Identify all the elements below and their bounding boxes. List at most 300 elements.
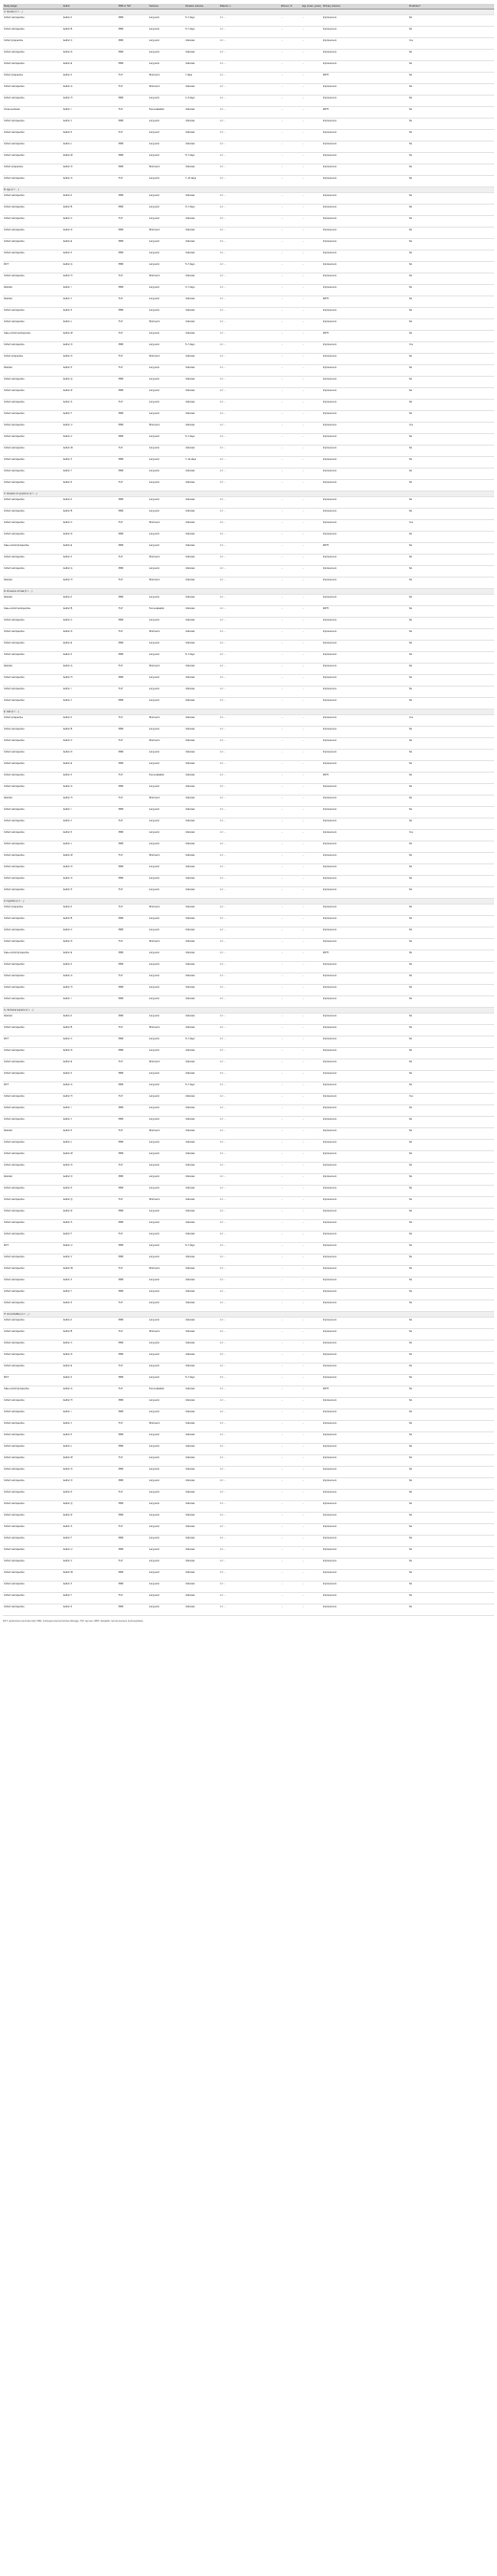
table-cell: Improvement <box>322 738 408 750</box>
table-cell: … <box>280 1059 301 1071</box>
table-cell: No <box>408 1329 494 1341</box>
table-cell: Unknown <box>184 142 219 153</box>
table-cell: Author G <box>62 1082 118 1094</box>
table-cell: … <box>280 61 301 73</box>
table-cell: Long-term <box>148 239 184 251</box>
table-cell: Cohort retrospective <box>3 1513 62 1524</box>
table-cell: Unknown <box>184 119 219 130</box>
table-row <box>3 1582 494 1593</box>
table-cell: n = … <box>219 1048 280 1059</box>
table-cell: Cohort retrospective <box>3 773 62 784</box>
table-cell: No <box>408 1421 494 1432</box>
table-cell: … <box>301 38 322 50</box>
table-cell: n = … <box>219 853 280 864</box>
table-cell: No <box>408 1318 494 1329</box>
table-cell: … <box>280 176 301 187</box>
table-cell: TLP <box>118 1059 148 1071</box>
table-row <box>3 251 494 262</box>
table-cell: n = … <box>219 1364 280 1375</box>
table-cell: TLP <box>118 354 148 365</box>
table-cell: No <box>408 652 494 664</box>
table-cell: Yes <box>408 1094 494 1105</box>
table-cell: Unknown <box>184 1341 219 1352</box>
table-cell: PRR <box>118 1501 148 1513</box>
table-row <box>3 1220 494 1232</box>
table-cell: No <box>408 1386 494 1398</box>
table-cell: Case-control prospective <box>3 950 62 962</box>
table-cell: … <box>301 1536 322 1547</box>
table-cell: Long-term <box>148 251 184 262</box>
table-cell: iNPH <box>322 296 408 308</box>
table-cell: PRR <box>118 423 148 434</box>
table-cell: n = … <box>219 555 280 566</box>
column-header: Outcome <box>148 4 184 10</box>
table-cell: Unknown <box>184 629 219 641</box>
table-cell: Cohort prospective <box>3 715 62 727</box>
table-cell: Unknown <box>184 1536 219 1547</box>
table-cell: n = … <box>219 193 280 205</box>
table-cell: 5–7 days <box>184 15 219 27</box>
table-cell: n = … <box>219 595 280 606</box>
table-cell: … <box>301 1140 322 1151</box>
table-cell: No <box>408 1163 494 1174</box>
table-cell: Improvement <box>322 864 408 876</box>
table-cell: Improvement <box>322 841 408 853</box>
table-cell: 5–7 days <box>184 153 219 164</box>
table-cell: Improvement <box>322 1082 408 1094</box>
table-cell: Long-term <box>148 1605 184 1616</box>
table-cell: PRR <box>118 1513 148 1524</box>
table-cell: Improvement <box>322 469 408 480</box>
table-cell: Author H <box>62 985 118 996</box>
table-cell: … <box>280 1255 301 1266</box>
table-cell: No <box>408 296 494 308</box>
table-cell: Improvement <box>322 830 408 841</box>
table-cell: Cohort retrospective <box>3 819 62 830</box>
table-cell: Improvement <box>322 509 408 520</box>
table-cell: Author G <box>62 1386 118 1398</box>
table-row <box>3 142 494 153</box>
table-cell: No <box>408 595 494 606</box>
table-cell: No <box>408 1082 494 1094</box>
table-cell: Improvement <box>322 1582 408 1593</box>
table-cell: Unknown <box>184 985 219 996</box>
table-row <box>3 687 494 698</box>
table-cell: … <box>280 1082 301 1094</box>
table-cell: Author S <box>62 1220 118 1232</box>
table-cell: Author F <box>62 1071 118 1082</box>
table-cell: … <box>280 796 301 807</box>
table-cell: n = … <box>219 1318 280 1329</box>
table-cell: … <box>301 377 322 388</box>
table-cell: Long-term <box>148 1163 184 1174</box>
table-cell: … <box>280 1547 301 1559</box>
table-cell: … <box>280 130 301 142</box>
table-cell: … <box>301 1559 322 1570</box>
table-cell: Long-term <box>148 50 184 61</box>
table-cell: n = … <box>219 698 280 709</box>
table-cell: Cohort retrospective <box>3 1478 62 1490</box>
table-cell: Improvement <box>322 1117 408 1128</box>
table-cell: n = … <box>219 239 280 251</box>
table-cell: Cohort retrospective <box>3 1547 62 1559</box>
table-cell: n = … <box>219 687 280 698</box>
table-cell: … <box>280 1048 301 1059</box>
section-title: H. Comorbidities (n = …) <box>3 1312 494 1318</box>
table-cell: n = … <box>219 566 280 578</box>
table-cell: … <box>301 1570 322 1582</box>
table-cell: No <box>408 578 494 589</box>
table-cell: … <box>280 1559 301 1570</box>
table-cell: PRR <box>118 153 148 164</box>
table-cell: Improvement <box>322 1151 408 1163</box>
table-cell: n = … <box>219 1220 280 1232</box>
table-cell: PRR <box>118 985 148 996</box>
table-cell: Long-term <box>148 497 184 509</box>
table-cell: No <box>408 96 494 107</box>
table-cell: No <box>408 1151 494 1163</box>
table-cell: TLP <box>118 796 148 807</box>
table-cell: n = … <box>219 285 280 296</box>
table-cell: … <box>301 652 322 664</box>
table-cell: TLP <box>118 687 148 698</box>
table-cell: … <box>280 618 301 629</box>
table-cell: PRR <box>118 916 148 928</box>
table-cell: … <box>280 1375 301 1386</box>
table-cell: … <box>301 1375 322 1386</box>
table-cell: Short-term <box>148 1059 184 1071</box>
table-cell: No <box>408 773 494 784</box>
table-cell: TLP <box>118 629 148 641</box>
table-cell: … <box>301 996 322 1008</box>
table-cell: Author G <box>62 973 118 985</box>
table-cell: No <box>408 962 494 973</box>
table-cell: Author H <box>62 273 118 285</box>
table-row <box>3 1352 494 1364</box>
table-row <box>3 285 494 296</box>
table-cell: Author A <box>62 15 118 27</box>
table-cell: … <box>280 853 301 864</box>
table-cell: n = … <box>219 1082 280 1094</box>
table-cell: Improvement <box>322 273 408 285</box>
table-cell: n = … <box>219 434 280 446</box>
table-cell: Short-term <box>148 423 184 434</box>
table-cell: Author N <box>62 164 118 176</box>
table-cell: … <box>280 205 301 216</box>
table-row <box>3 566 494 578</box>
table-cell: n = … <box>219 1140 280 1151</box>
table-cell: Author B <box>62 1329 118 1341</box>
table-cell: n = … <box>219 1232 280 1243</box>
table-cell: Author C <box>62 1341 118 1352</box>
table-cell: Unknown <box>184 916 219 928</box>
table-cell: Author W <box>62 1570 118 1582</box>
table-cell: … <box>280 784 301 796</box>
table-cell: TLP <box>118 578 148 589</box>
table-row <box>3 973 494 985</box>
table-cell: Long-term <box>148 1559 184 1570</box>
table-cell: No <box>408 130 494 142</box>
table-cell: n = … <box>219 153 280 164</box>
table-cell: Cohort retrospective <box>3 830 62 841</box>
table-cell: Author K <box>62 1432 118 1444</box>
table-row <box>3 388 494 400</box>
table-cell: … <box>301 543 322 555</box>
table-cell: PRR <box>118 543 148 555</box>
table-cell: … <box>280 1467 301 1478</box>
table-cell: … <box>301 96 322 107</box>
table-cell: 5–7 days <box>184 205 219 216</box>
table-cell: Cohort retrospective <box>3 1266 62 1277</box>
table-cell: … <box>301 1364 322 1375</box>
table-cell: Author Z <box>62 1605 118 1616</box>
table-cell: Cohort retrospective <box>3 400 62 411</box>
table-cell: Unknown <box>184 1186 219 1197</box>
table-cell: Unknown <box>184 1277 219 1289</box>
table-cell: Unknown <box>184 738 219 750</box>
table-cell: PRR <box>118 469 148 480</box>
table-cell: … <box>280 411 301 423</box>
table-cell: Improvement <box>322 727 408 738</box>
table-cell: … <box>280 738 301 750</box>
table-cell: TLP <box>118 819 148 830</box>
table-cell: No <box>408 905 494 916</box>
table-cell: Cohort retrospective <box>3 1455 62 1467</box>
table-cell: Author V <box>62 1255 118 1266</box>
table-cell: Unknown <box>184 687 219 698</box>
table-cell: Short-term <box>148 853 184 864</box>
table-row <box>3 107 494 119</box>
table-cell: … <box>280 1318 301 1329</box>
table-cell: … <box>301 1105 322 1117</box>
column-header: Author <box>62 4 118 10</box>
table-cell: n = … <box>219 469 280 480</box>
table-cell: … <box>301 1513 322 1524</box>
table-cell: No <box>408 1478 494 1490</box>
table-cell: No <box>408 1559 494 1570</box>
table-cell: Long-term <box>148 1375 184 1386</box>
table-cell: Unknown <box>184 1421 219 1432</box>
table-cell: Improvement <box>322 750 408 761</box>
table-cell: Short-term <box>148 1266 184 1277</box>
table-cell: … <box>280 606 301 618</box>
table-cell: n = … <box>219 641 280 652</box>
table-cell: Cohort retrospective <box>3 1255 62 1266</box>
table-cell: n = … <box>219 1409 280 1421</box>
table-cell: No <box>408 1059 494 1071</box>
table-cell: … <box>301 388 322 400</box>
table-cell: … <box>301 411 322 423</box>
table-cell: Short-term <box>148 796 184 807</box>
column-header: Duration outcome <box>184 4 219 10</box>
table-cell: No <box>408 1209 494 1220</box>
table-cell: Unknown <box>184 950 219 962</box>
table-cell: Unknown <box>184 1547 219 1559</box>
table-cell: Yes <box>408 342 494 354</box>
table-cell: n = … <box>219 618 280 629</box>
table-cell: Long-term <box>148 469 184 480</box>
table-cell: … <box>280 1605 301 1616</box>
table-cell: … <box>301 1186 322 1197</box>
table-cell: Long-term <box>148 96 184 107</box>
table-cell: Unknown <box>184 1409 219 1421</box>
table-cell: TLP <box>118 1490 148 1501</box>
column-header: Women, % <box>280 4 301 10</box>
table-cell: n = … <box>219 1174 280 1186</box>
table-cell: Improvement <box>322 497 408 509</box>
table-row <box>3 153 494 164</box>
table-cell: Improvement <box>322 532 408 543</box>
table-cell: Cohort retrospective <box>3 1593 62 1605</box>
table-cell: Author K <box>62 830 118 841</box>
table-row <box>3 239 494 251</box>
table-cell: Unknown <box>184 193 219 205</box>
table-cell: iNPH <box>322 606 408 618</box>
table-cell: Long-term <box>148 1186 184 1197</box>
table-cell: Improvement <box>322 641 408 652</box>
section-title: B. Age (n = …) <box>3 187 494 193</box>
table-cell: TLP <box>118 176 148 187</box>
table-cell: Cohort prospective <box>3 354 62 365</box>
table-cell: Author Y <box>62 469 118 480</box>
table-cell: Long-term <box>148 1048 184 1059</box>
table-cell: TLP <box>118 853 148 864</box>
table-row <box>3 1014 494 1025</box>
table-cell: Cohort retrospective <box>3 1605 62 1616</box>
table-cell: PRR <box>118 1277 148 1289</box>
table-cell: Cohort retrospective <box>3 446 62 457</box>
table-cell: … <box>301 1048 322 1059</box>
table-cell: iNPH <box>322 543 408 555</box>
table-cell: Improvement <box>322 853 408 864</box>
table-row <box>3 715 494 727</box>
table-cell: Unknown <box>184 1352 219 1364</box>
table-cell: 5–7 days <box>184 1082 219 1094</box>
table-cell: Long-term <box>148 1364 184 1375</box>
table-cell: Case-control prospective <box>3 1386 62 1398</box>
table-cell: Unknown <box>184 1318 219 1329</box>
section-title: F. Cognition (n = …) <box>3 899 494 905</box>
table-cell: … <box>301 1478 322 1490</box>
table-cell: Improvement <box>322 1014 408 1025</box>
table-cell: Improvement <box>322 38 408 50</box>
table-cell: Yes <box>408 38 494 50</box>
table-cell: Cohort retrospective <box>3 618 62 629</box>
table-cell: n = … <box>219 1432 280 1444</box>
table-cell: n = … <box>219 27 280 38</box>
table-cell: n = … <box>219 130 280 142</box>
table-cell: … <box>301 1277 322 1289</box>
table-cell: 7 days <box>184 73 219 84</box>
table-cell: No <box>408 1197 494 1209</box>
table-cell: n = … <box>219 761 280 773</box>
table-cell: Improvement <box>322 119 408 130</box>
table-cell: Cohort prospective <box>3 73 62 84</box>
table-cell: PRR <box>118 675 148 687</box>
table-cell: Improvement <box>322 1467 408 1478</box>
table-cell: PRR <box>118 1048 148 1059</box>
table-cell: Unknown <box>184 962 219 973</box>
table-cell: Improvement <box>322 784 408 796</box>
table-cell: … <box>280 1593 301 1605</box>
table-cell: Long-term <box>148 864 184 876</box>
table-row <box>3 1059 494 1071</box>
table-cell: No <box>408 27 494 38</box>
table-row <box>3 1593 494 1605</box>
table-cell: No <box>408 887 494 899</box>
table-cell: PRR <box>118 96 148 107</box>
table-cell: … <box>280 641 301 652</box>
table-cell: Author K <box>62 308 118 319</box>
table-cell: … <box>301 61 322 73</box>
table-cell: Cohort retrospective <box>3 761 62 773</box>
table-cell: PRR <box>118 27 148 38</box>
table-row <box>3 905 494 916</box>
table-cell: Unknown <box>184 905 219 916</box>
table-cell: No <box>408 480 494 491</box>
table-cell: No <box>408 153 494 164</box>
table-cell: RCT <box>3 1243 62 1255</box>
table-row <box>3 853 494 864</box>
section-title: C. Duration of symptoms (n = …) <box>3 491 494 497</box>
table-cell: Cohort retrospective <box>3 469 62 480</box>
table-cell: Unknown <box>184 1524 219 1536</box>
table-cell: Short-term <box>148 1329 184 1341</box>
table-cell: Cohort retrospective <box>3 641 62 652</box>
table-cell: No <box>408 606 494 618</box>
table-cell: No <box>408 331 494 342</box>
table-cell: Abstract <box>3 578 62 589</box>
table-cell: Improvement <box>322 228 408 239</box>
table-cell: TLP <box>118 973 148 985</box>
table-cell: PRR <box>118 457 148 469</box>
table-cell: Unknown <box>184 1059 219 1071</box>
table-row <box>3 1243 494 1255</box>
table-row <box>3 1209 494 1220</box>
table-cell: Author H <box>62 578 118 589</box>
table-cell: … <box>280 119 301 130</box>
table-cell: No <box>408 698 494 709</box>
table-row <box>3 319 494 331</box>
table-cell: Cohort retrospective <box>3 96 62 107</box>
table-cell: n = … <box>219 1444 280 1455</box>
table-cell: n = … <box>219 1151 280 1163</box>
table-cell: Cohort retrospective <box>3 1524 62 1536</box>
table-cell: No <box>408 73 494 84</box>
table-cell: … <box>280 1151 301 1163</box>
table-cell: n = … <box>219 841 280 853</box>
table-cell: No <box>408 1117 494 1128</box>
table-cell: n = … <box>219 1547 280 1559</box>
table-row <box>3 400 494 411</box>
table-cell: Author L <box>62 1444 118 1455</box>
table-cell: No <box>408 738 494 750</box>
table-cell: … <box>280 1398 301 1409</box>
table-cell: Cohort retrospective <box>3 939 62 950</box>
table-cell: PRR <box>118 205 148 216</box>
table-cell: No <box>408 497 494 509</box>
table-cell: Improvement <box>322 142 408 153</box>
table-row <box>3 876 494 887</box>
table-cell: No <box>408 727 494 738</box>
table-cell: Author Y <box>62 1593 118 1605</box>
table-cell: No <box>408 1289 494 1300</box>
table-cell: Unknown <box>184 1255 219 1266</box>
table-row <box>3 996 494 1008</box>
table-cell: PRR <box>118 928 148 939</box>
table-cell: PRR <box>118 228 148 239</box>
table-cell: Long-term <box>148 1082 184 1094</box>
